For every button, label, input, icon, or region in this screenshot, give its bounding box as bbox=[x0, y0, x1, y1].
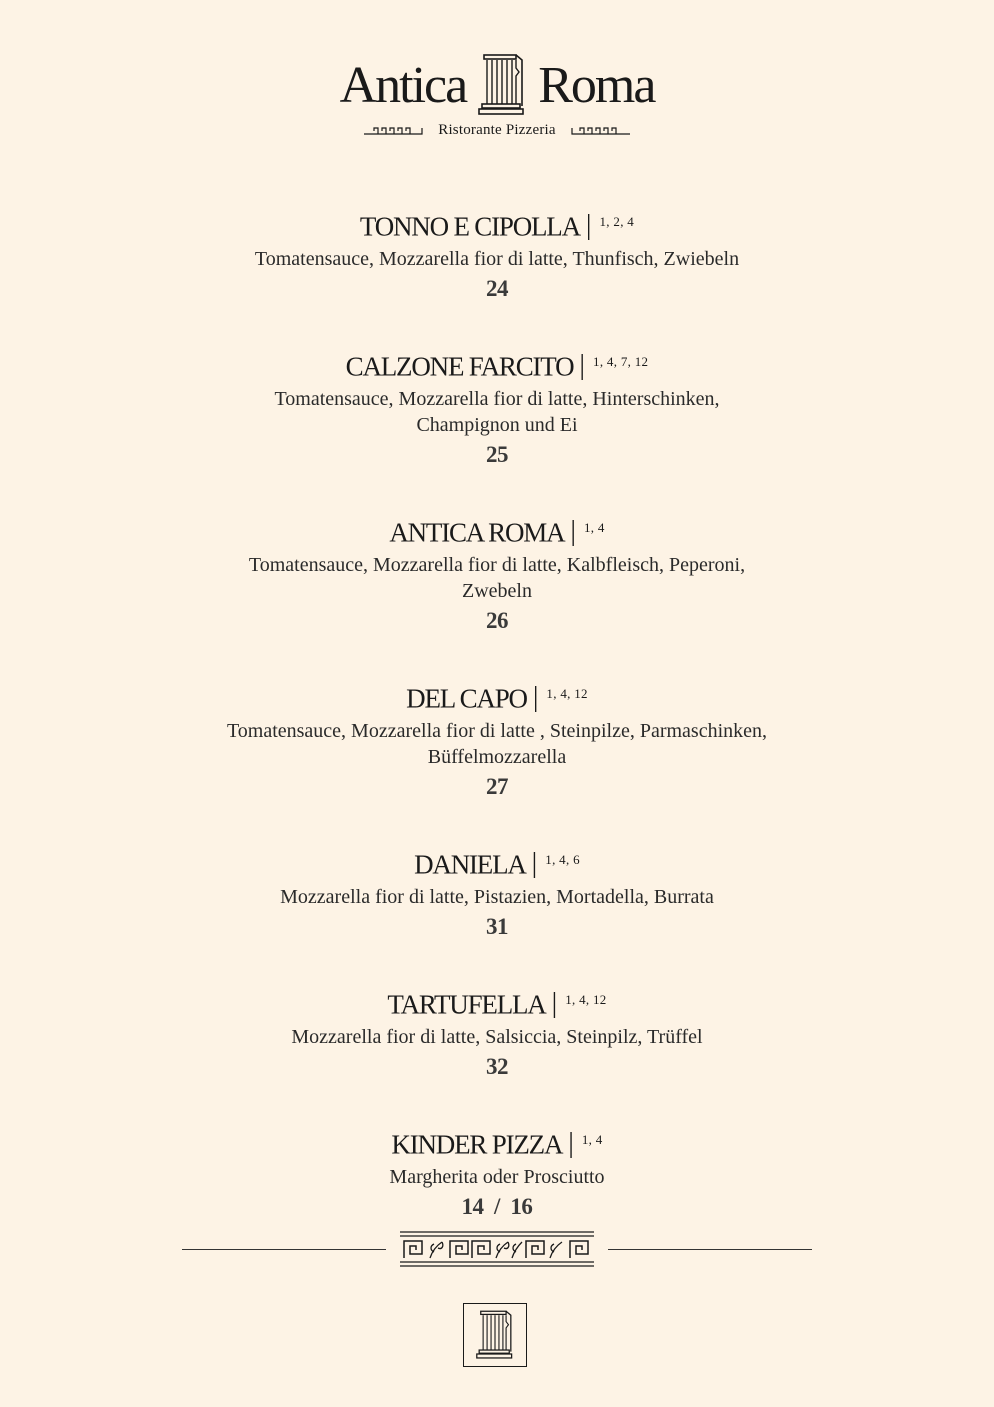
divider-line-right bbox=[608, 1249, 812, 1250]
restaurant-header bbox=[0, 46, 994, 146]
item-separator: | bbox=[531, 848, 538, 880]
item-separator: | bbox=[532, 682, 539, 714]
meander-left-icon bbox=[364, 125, 424, 135]
item-separator: | bbox=[568, 1128, 574, 1160]
item-price: 25 bbox=[486, 442, 508, 467]
menu-item bbox=[0, 206, 994, 306]
item-allergens: 1, 4, 12 bbox=[546, 686, 588, 701]
pizza-menu bbox=[0, 206, 994, 1264]
item-price: 32 bbox=[486, 1054, 508, 1079]
item-description: Tomatensauce, Mozzarella fior di latte, Kalbfleisch, Peperoni, Zwebeln bbox=[248, 554, 746, 602]
menu-item bbox=[0, 1124, 994, 1224]
item-name: CALZONE FARCITO bbox=[345, 351, 574, 382]
item-allergens: 1, 4, 7, 12 bbox=[593, 354, 649, 369]
item-allergens: 1, 4 bbox=[583, 520, 605, 535]
item-separator: | bbox=[585, 210, 592, 242]
footer-logo bbox=[463, 1303, 527, 1367]
subtitle: Ristorante Pizzeria bbox=[438, 121, 556, 138]
menu-item bbox=[0, 984, 994, 1084]
item-description: Tomatensauce, Mozzarella fior di latte, Thunfisch, Zwiebeln bbox=[254, 248, 740, 270]
item-price: 31 bbox=[486, 914, 508, 939]
item-name: TONNO E CIPOLLA bbox=[359, 211, 580, 242]
item-name: ANTICA ROMA bbox=[389, 517, 565, 548]
brand-name-right: Roma bbox=[538, 57, 655, 114]
menu-item bbox=[0, 678, 994, 804]
menu-item bbox=[0, 512, 994, 638]
item-price: 14 / 16 bbox=[461, 1194, 533, 1219]
column-icon bbox=[476, 1309, 514, 1361]
item-name: KINDER PIZZA bbox=[391, 1129, 563, 1160]
brand-name-left: Antica bbox=[339, 57, 467, 114]
item-description: Tomatensauce, Mozzarella fior di latte , Steinpilze, Parmaschinken, Büffelmozzarella bbox=[226, 720, 768, 768]
item-description: Margherita oder Prosciutto bbox=[389, 1166, 605, 1188]
item-price: 26 bbox=[486, 608, 508, 633]
item-price: 27 bbox=[486, 774, 508, 799]
footer-divider bbox=[182, 1230, 812, 1270]
column-icon bbox=[478, 54, 526, 116]
item-separator: | bbox=[579, 350, 586, 382]
menu-item bbox=[0, 844, 994, 944]
subtitle-row bbox=[0, 118, 994, 142]
item-allergens: 1, 2, 4 bbox=[599, 214, 635, 229]
divider-line-left bbox=[182, 1249, 386, 1250]
meander-right-icon bbox=[570, 125, 630, 135]
item-allergens: 1, 4, 6 bbox=[545, 852, 580, 867]
menu-item bbox=[0, 346, 994, 472]
item-name: TARTUFELLA bbox=[387, 989, 546, 1020]
greek-meander-icon bbox=[400, 1230, 594, 1268]
item-separator: | bbox=[551, 988, 558, 1020]
item-separator: | bbox=[570, 516, 576, 548]
item-description: Tomatensauce, Mozzarella fior di latte, Hinterschinken, Champignon und Ei bbox=[274, 388, 720, 436]
brand-logo bbox=[0, 52, 994, 116]
item-name: DANIELA bbox=[414, 849, 526, 880]
item-description: Mozzarella fior di latte, Salsiccia, Steinpilz, Trüffel bbox=[291, 1026, 703, 1048]
item-name: DEL CAPO bbox=[406, 683, 527, 714]
item-allergens: 1, 4 bbox=[581, 1132, 603, 1147]
item-description: Mozzarella fior di latte, Pistazien, Mortadella, Burrata bbox=[280, 886, 714, 908]
item-price: 24 bbox=[486, 276, 508, 301]
item-allergens: 1, 4, 12 bbox=[565, 992, 607, 1007]
